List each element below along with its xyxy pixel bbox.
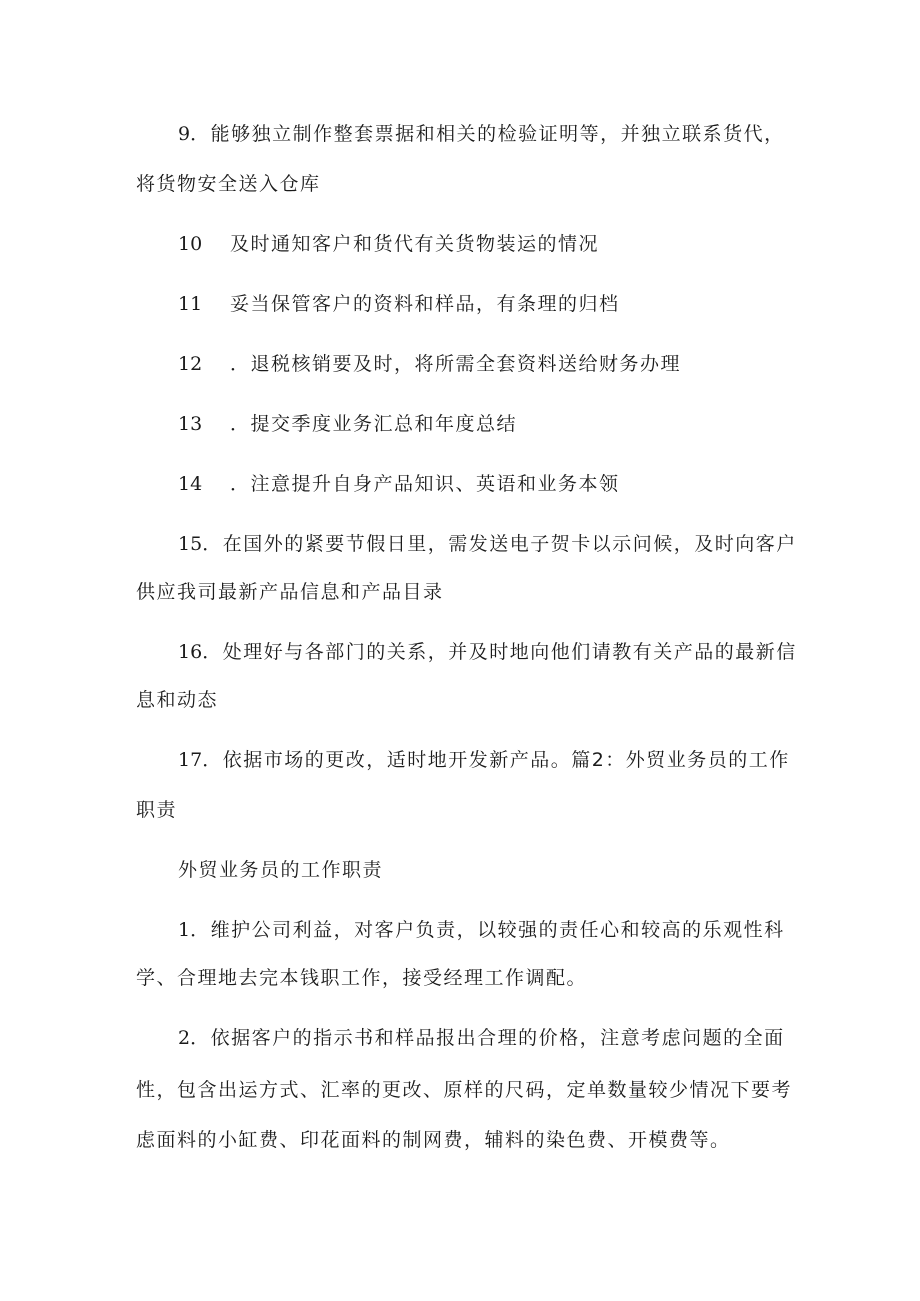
item-number: 11 [178,293,203,315]
duty-number: 2 [178,1027,191,1049]
item-number: 10 [178,233,203,255]
item-number: 15 [178,533,203,555]
item-text: ．处理好与各部门的关系，并及时地向他们请教有关产品的最新信 [202,641,797,663]
list-item [178,292,620,316]
duty-item-continuation: 性，包含出运方式、汇率的更改、原样的尺码，定单数量较少情况下要考 [136,1079,793,1101]
duty-item [178,918,785,942]
item-number: 17 [178,749,203,771]
list-item [178,412,517,436]
item-text: ．退税核销要及时，将所需全套资料送给财务办理 [230,353,682,375]
list-item [178,122,785,146]
list-item [178,232,599,256]
list-item [178,640,797,664]
list-item [178,352,681,376]
list-item-continuation: 职责 [136,799,178,821]
list-item-continuation: 将货物安全送入仓库 [136,173,321,195]
item-number: 13 [178,413,203,435]
item-number: 12 [178,353,203,375]
list-item [178,748,790,772]
item-number: 14 [178,473,203,495]
duty-number: 1 [178,919,191,941]
item-text: ．提交季度业务汇总和年度总结 [230,413,518,435]
item-text: ．在国外的紧要节假日里，需发送电子贺卡以示问候，及时向客户 [202,533,797,555]
section-heading: 外贸业务员的工作职责 [178,859,384,881]
list-item [178,532,797,556]
list-item [178,472,620,496]
duty-item [178,1026,785,1050]
item-number: 9 [178,123,191,145]
item-text: ．注意提升自身产品知识、英语和业务本领 [230,473,620,495]
list-item-continuation: 息和动态 [136,689,219,711]
duty-item-continuation: 学、合理地去完本钱职工作，接受经理工作调配。 [136,967,588,989]
item-text: 妥当保管客户的资料和样品，有条理的归档 [230,293,620,315]
duty-item-continuation: 虑面料的小缸费、印花面料的制网费，辅料的染色费、开模费等。 [136,1129,731,1151]
item-text: ．能够独立制作整套票据和相关的检验证明等，并独立联系货代， [190,123,785,145]
item-text: 及时通知客户和货代有关货物装运的情况 [230,233,600,255]
list-item-continuation: 供应我司最新产品信息和产品目录 [136,581,444,603]
duty-text: ．依据客户的指示书和样品报出合理的价格，注意考虑问题的全面 [190,1027,785,1049]
item-number: 16 [178,641,203,663]
duty-text: ．维护公司利益，对客户负责，以较强的责任心和较高的乐观性科 [190,919,785,941]
item-text: ．依据市场的更改，适时地开发新产品。篇2：外贸业务员的工作 [202,749,790,771]
